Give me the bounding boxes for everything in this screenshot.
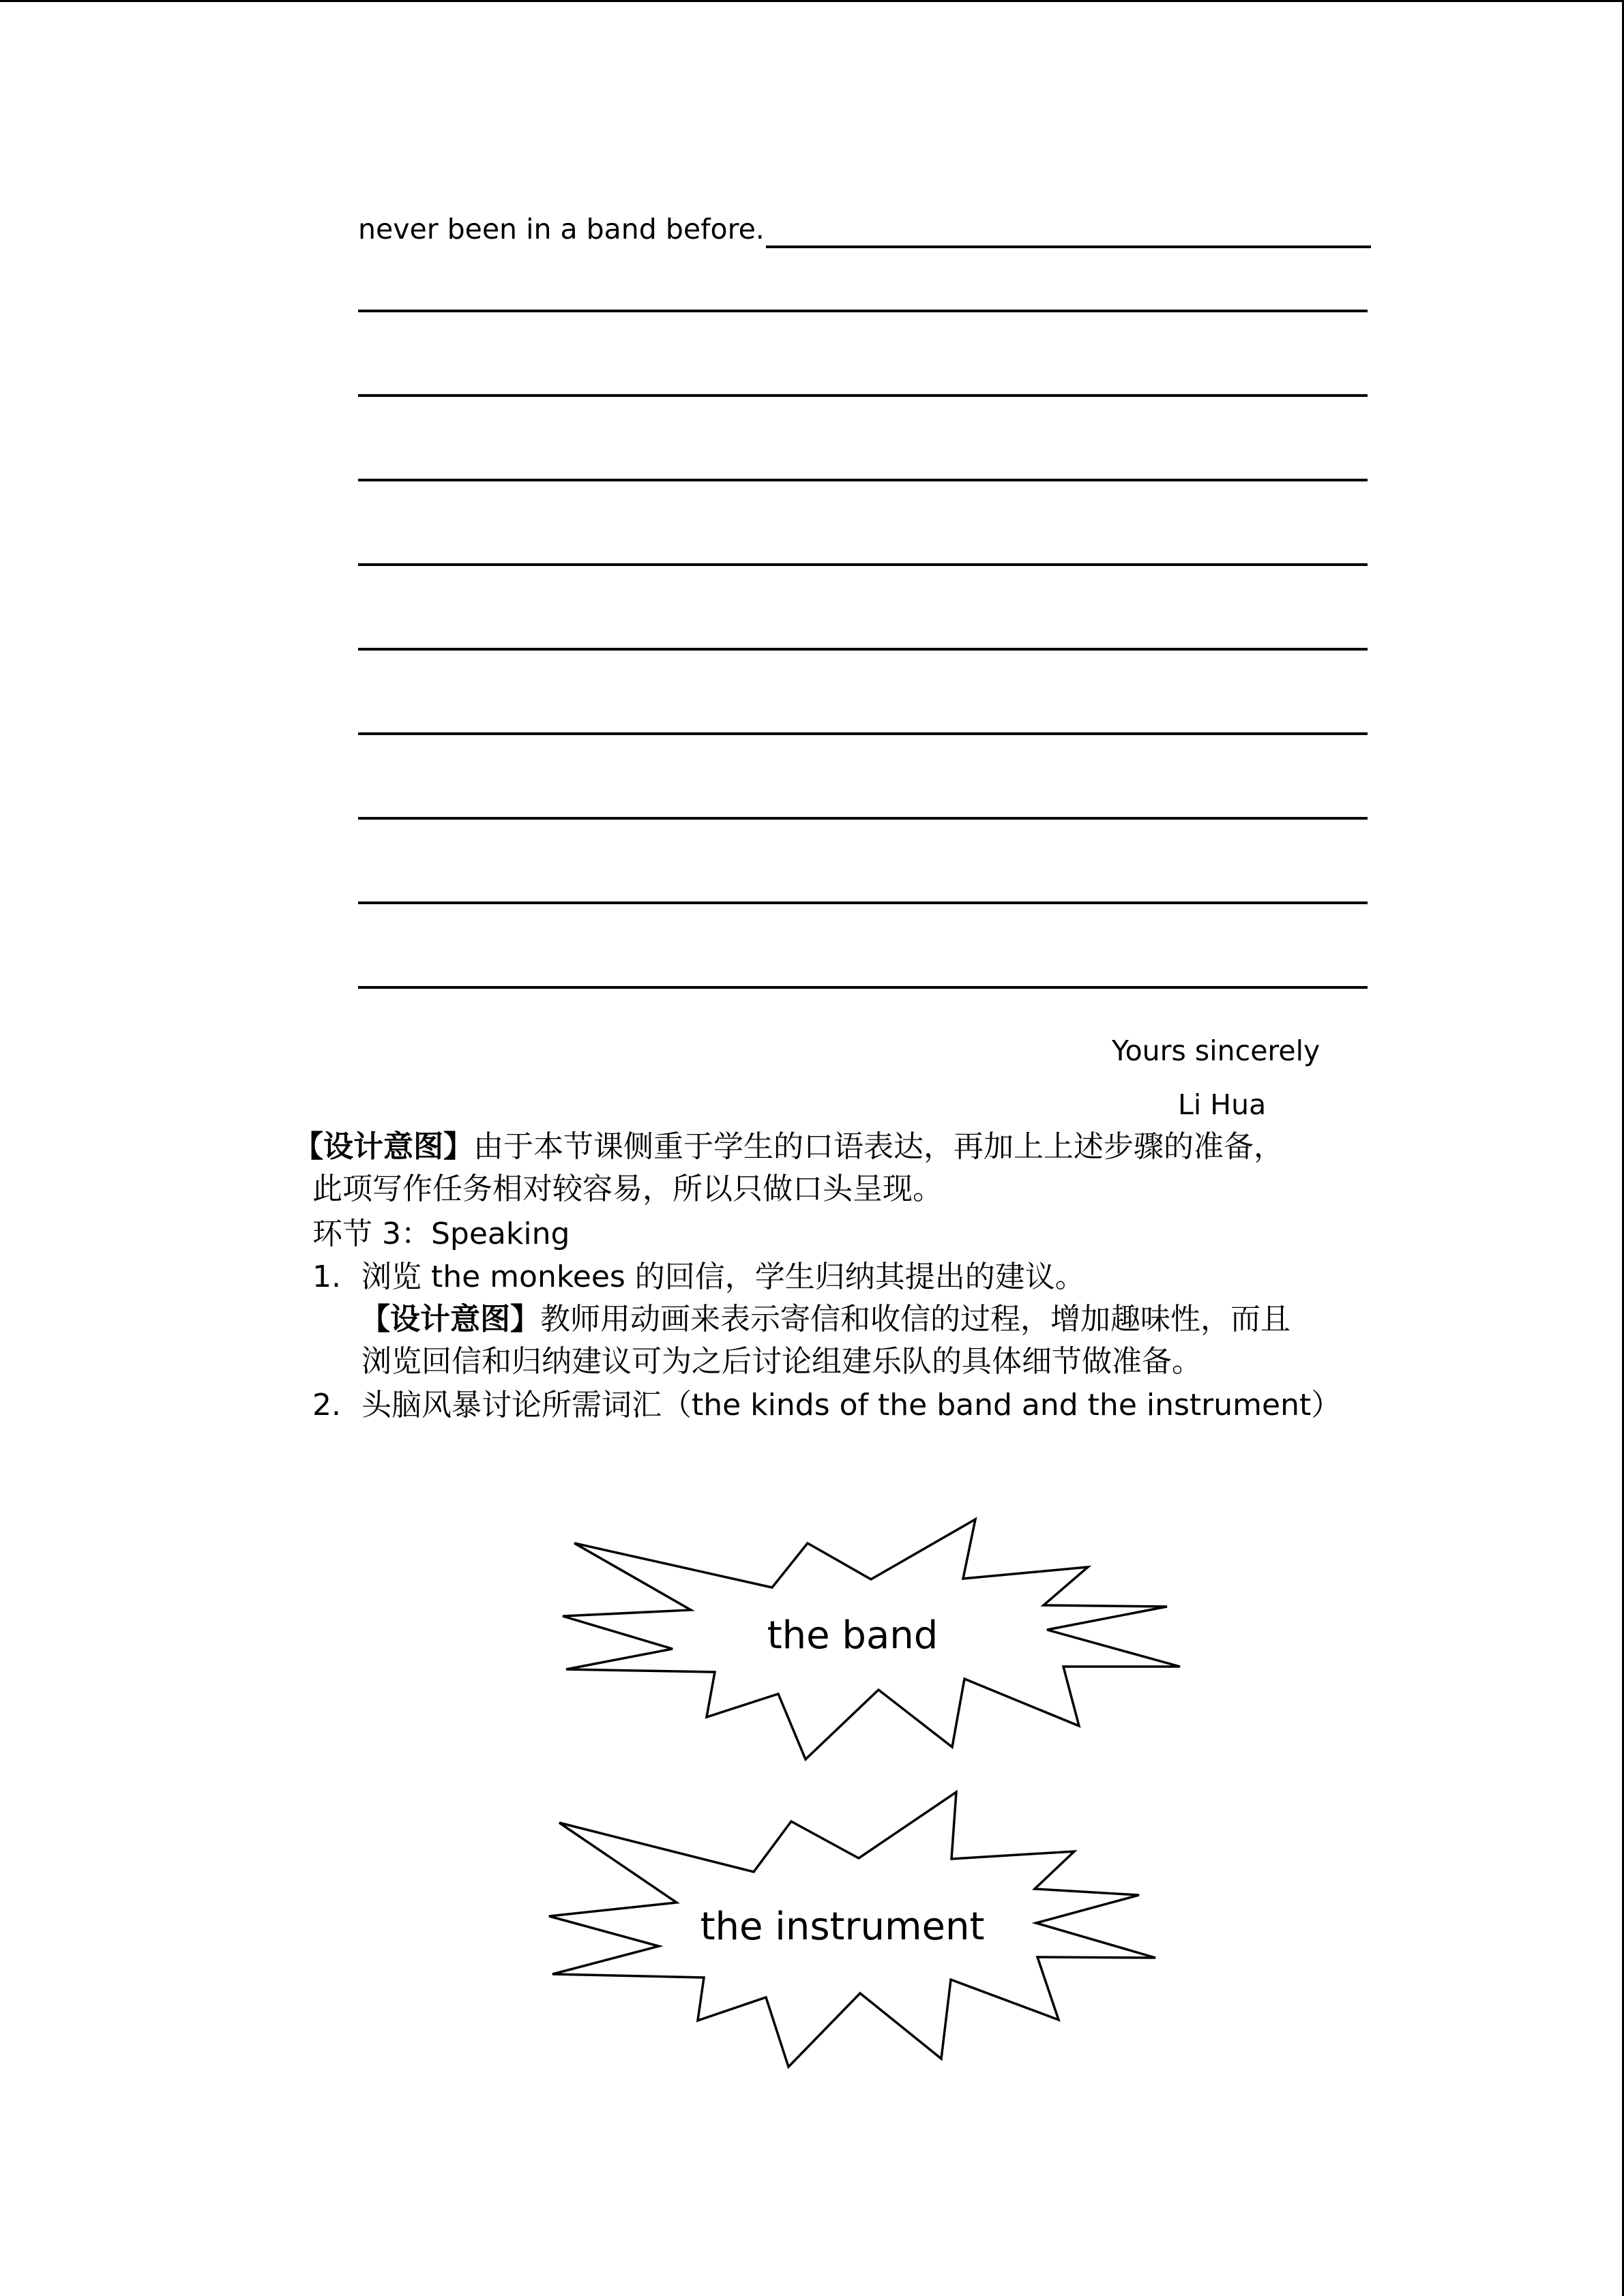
design-intent-1-line1 [293,1126,1284,1168]
writing-line[interactable] [358,479,1368,481]
burst-shape-band [559,1512,1187,1765]
letter-first-line-text: never been in a band before. [358,213,765,245]
letter-closing: Yours sincerely [1112,1034,1320,1067]
step-1-intent-line1 [360,1298,1290,1341]
burst-label-instrument: the instrument [700,1905,985,1949]
writing-line[interactable] [358,732,1368,735]
step-1-intent-text: 教师用动画来表示寄信和收信的过程，增加趣味性，而且 [540,1302,1290,1337]
step-1-text: 浏览 the monkees 的回信，学生归纳其提出的建议。 [361,1259,1085,1294]
step-2-text: 头脑风暴讨论所需词汇（the kinds of the band and the instrument） [361,1388,1342,1422]
writing-line[interactable] [358,394,1368,397]
section-heading: 环节 3：Speaking [312,1217,570,1251]
burst-shape-instrument [546,1790,1173,2070]
design-intent-1-line2: 此项写作任务相对较容易，所以只做口头呈现。 [312,1172,943,1206]
letter-signature: Li Hua [1178,1088,1267,1121]
writing-line[interactable] [358,901,1368,904]
writing-line[interactable] [358,310,1368,312]
letter-first-line [358,210,1371,248]
writing-blank[interactable] [766,211,1371,248]
design-intent-label: 【设计意图】 [293,1129,473,1164]
writing-line[interactable] [358,817,1368,820]
step-1-number: 1. [312,1259,341,1294]
burst-label-band: the band [767,1613,939,1658]
writing-line[interactable] [358,986,1368,989]
writing-line[interactable] [358,563,1368,566]
design-intent-label: 【设计意图】 [360,1302,540,1337]
step-2-number: 2. [312,1388,341,1422]
design-intent-1-text: 由于本节课侧重于学生的口语表达，再加上上述步骤的准备， [473,1129,1284,1164]
writing-line[interactable] [358,648,1368,651]
step-1-intent-line2: 浏览回信和归纳建议可为之后讨论组建乐队的具体细节做准备。 [361,1344,1202,1379]
page-top-border [0,0,1624,2]
